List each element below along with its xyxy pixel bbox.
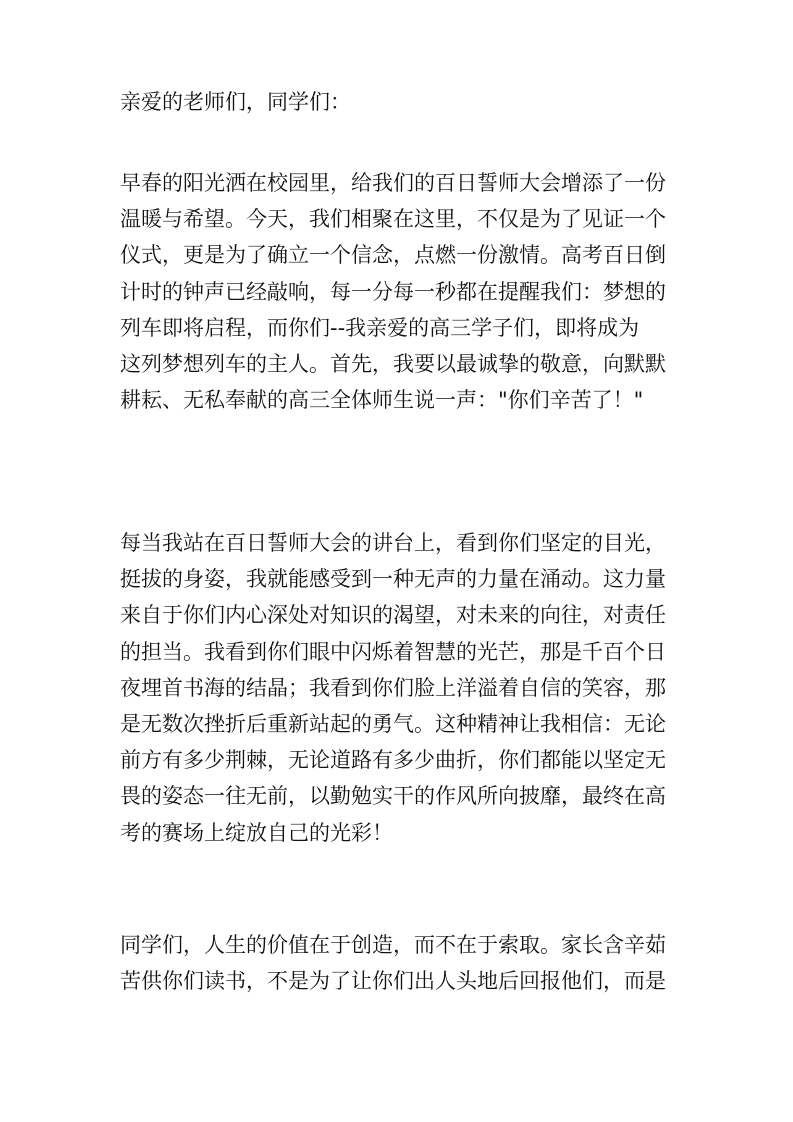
text-line: 计时的钟声已经敲响，每一分每一秒都在提醒我们：梦想的 xyxy=(120,279,666,304)
text-line: 挺拔的身姿，我就能感受到一种无声的力量在涌动。这力量 xyxy=(120,567,666,592)
text-line: 早春的阳光洒在校园里，给我们的百日誓师大会增添了一份 xyxy=(120,171,666,195)
greeting: 亲爱的老师们，同学们： xyxy=(120,90,351,114)
paragraph-1 xyxy=(120,165,680,418)
paragraph-2 xyxy=(120,525,680,851)
greeting-paragraph xyxy=(120,84,680,120)
text-line: 考的赛场上绽放自己的光彩！ xyxy=(120,820,393,845)
text-line: 温暖与希望。今天，我们相聚在这里，不仅是为了见证一个 xyxy=(120,207,666,232)
text-line: 这列梦想列车的主人。首先，我要以最诚挚的敬意，向默默 xyxy=(120,351,666,376)
text-line: 列车即将启程，而你们--我亲爱的高三学子们，即将成为 xyxy=(120,315,640,340)
text-line: 是无数次挫折后重新站起的勇气。这种精神让我相信：无论 xyxy=(120,711,666,736)
text-line: 同学们，人生的价值在于创造，而不在于索取。家长含辛茹 xyxy=(120,933,666,957)
text-line: 每当我站在百日誓师大会的讲台上，看到你们坚定的目光， xyxy=(120,531,666,555)
text-line: 仪式，更是为了确立一个信念，点燃一份激情。高考百日倒 xyxy=(120,243,666,268)
text-line: 前方有多少荆棘，无论道路有多少曲折，你们都能以坚定无 xyxy=(120,748,666,773)
text-line: 来自于你们内心深处对知识的渴望，对未来的向往，对责任 xyxy=(120,603,666,628)
text-line: 耕耘、无私奉献的高三全体师生说一声："你们辛苦了！" xyxy=(120,388,644,413)
text-line: 畏的姿态一往无前，以勤勉实干的作风所向披靡，最终在高 xyxy=(120,784,666,809)
paragraph-3 xyxy=(120,927,680,999)
text-line: 苦供你们读书，不是为了让你们出人头地后回报他们，而是 xyxy=(120,969,666,994)
text-line: 的担当。我看到你们眼中闪烁着智慧的光芒，那是千百个日 xyxy=(120,639,666,664)
text-line: 夜埋首书海的结晶；我看到你们脸上洋溢着自信的笑容，那 xyxy=(120,675,666,700)
